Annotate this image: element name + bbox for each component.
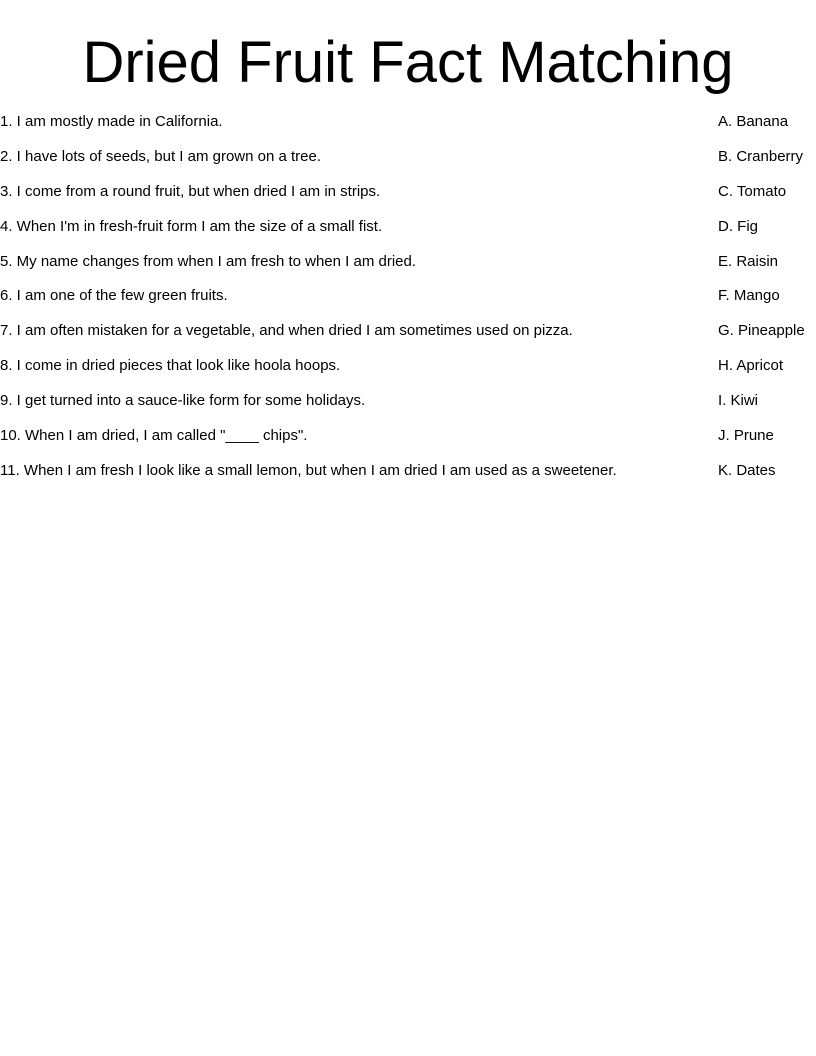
question-item: 1. I am mostly made in California. [0,113,223,130]
answer-item: F. Mango [718,287,780,305]
question-item: 11. When I am fresh I look like a small lemon, but when I am dried I am used as a sweetener. [0,461,617,479]
question-item: 2. I have lots of seeds, but I am grown on a tree. [0,147,322,165]
question-list [0,111,700,495]
answer-item: E. Raisin [718,252,779,270]
page-title: Dried Fruit Fact Matching [82,30,734,95]
answer-list [718,111,816,495]
answer-item: A. Banana [718,113,789,130]
answer-item: G. Pineapple [718,322,805,340]
answer-item: H. Apricot [718,357,784,375]
question-item: 6. I am one of the few green fruits. [0,287,228,305]
answer-item: D. Fig [718,217,759,235]
question-item: 3. I come from a round fruit, but when dried I am in strips. [0,182,381,200]
question-item: 8. I come in dried pieces that look like hoola hoops. [0,357,341,375]
answer-item: B. Cranberry [718,147,804,165]
question-item: 7. I am often mistaken for a vegetable, and when dried I am sometimes used on pizza. [0,322,573,340]
question-item: 4. When I'm in fresh-fruit form I am the size of a small fist. [0,217,383,235]
question-item: 10. When I am dried, I am called "____ chips". [0,427,308,445]
answer-item: K. Dates [718,461,776,479]
answer-item: I. Kiwi [718,392,759,410]
question-item: 9. I get turned into a sauce-like form for some holidays. [0,392,366,410]
answer-item: J. Prune [718,427,774,445]
question-item: 5. My name changes from when I am fresh to when I am dried. [0,252,417,270]
answer-item: C. Tomato [718,182,787,200]
